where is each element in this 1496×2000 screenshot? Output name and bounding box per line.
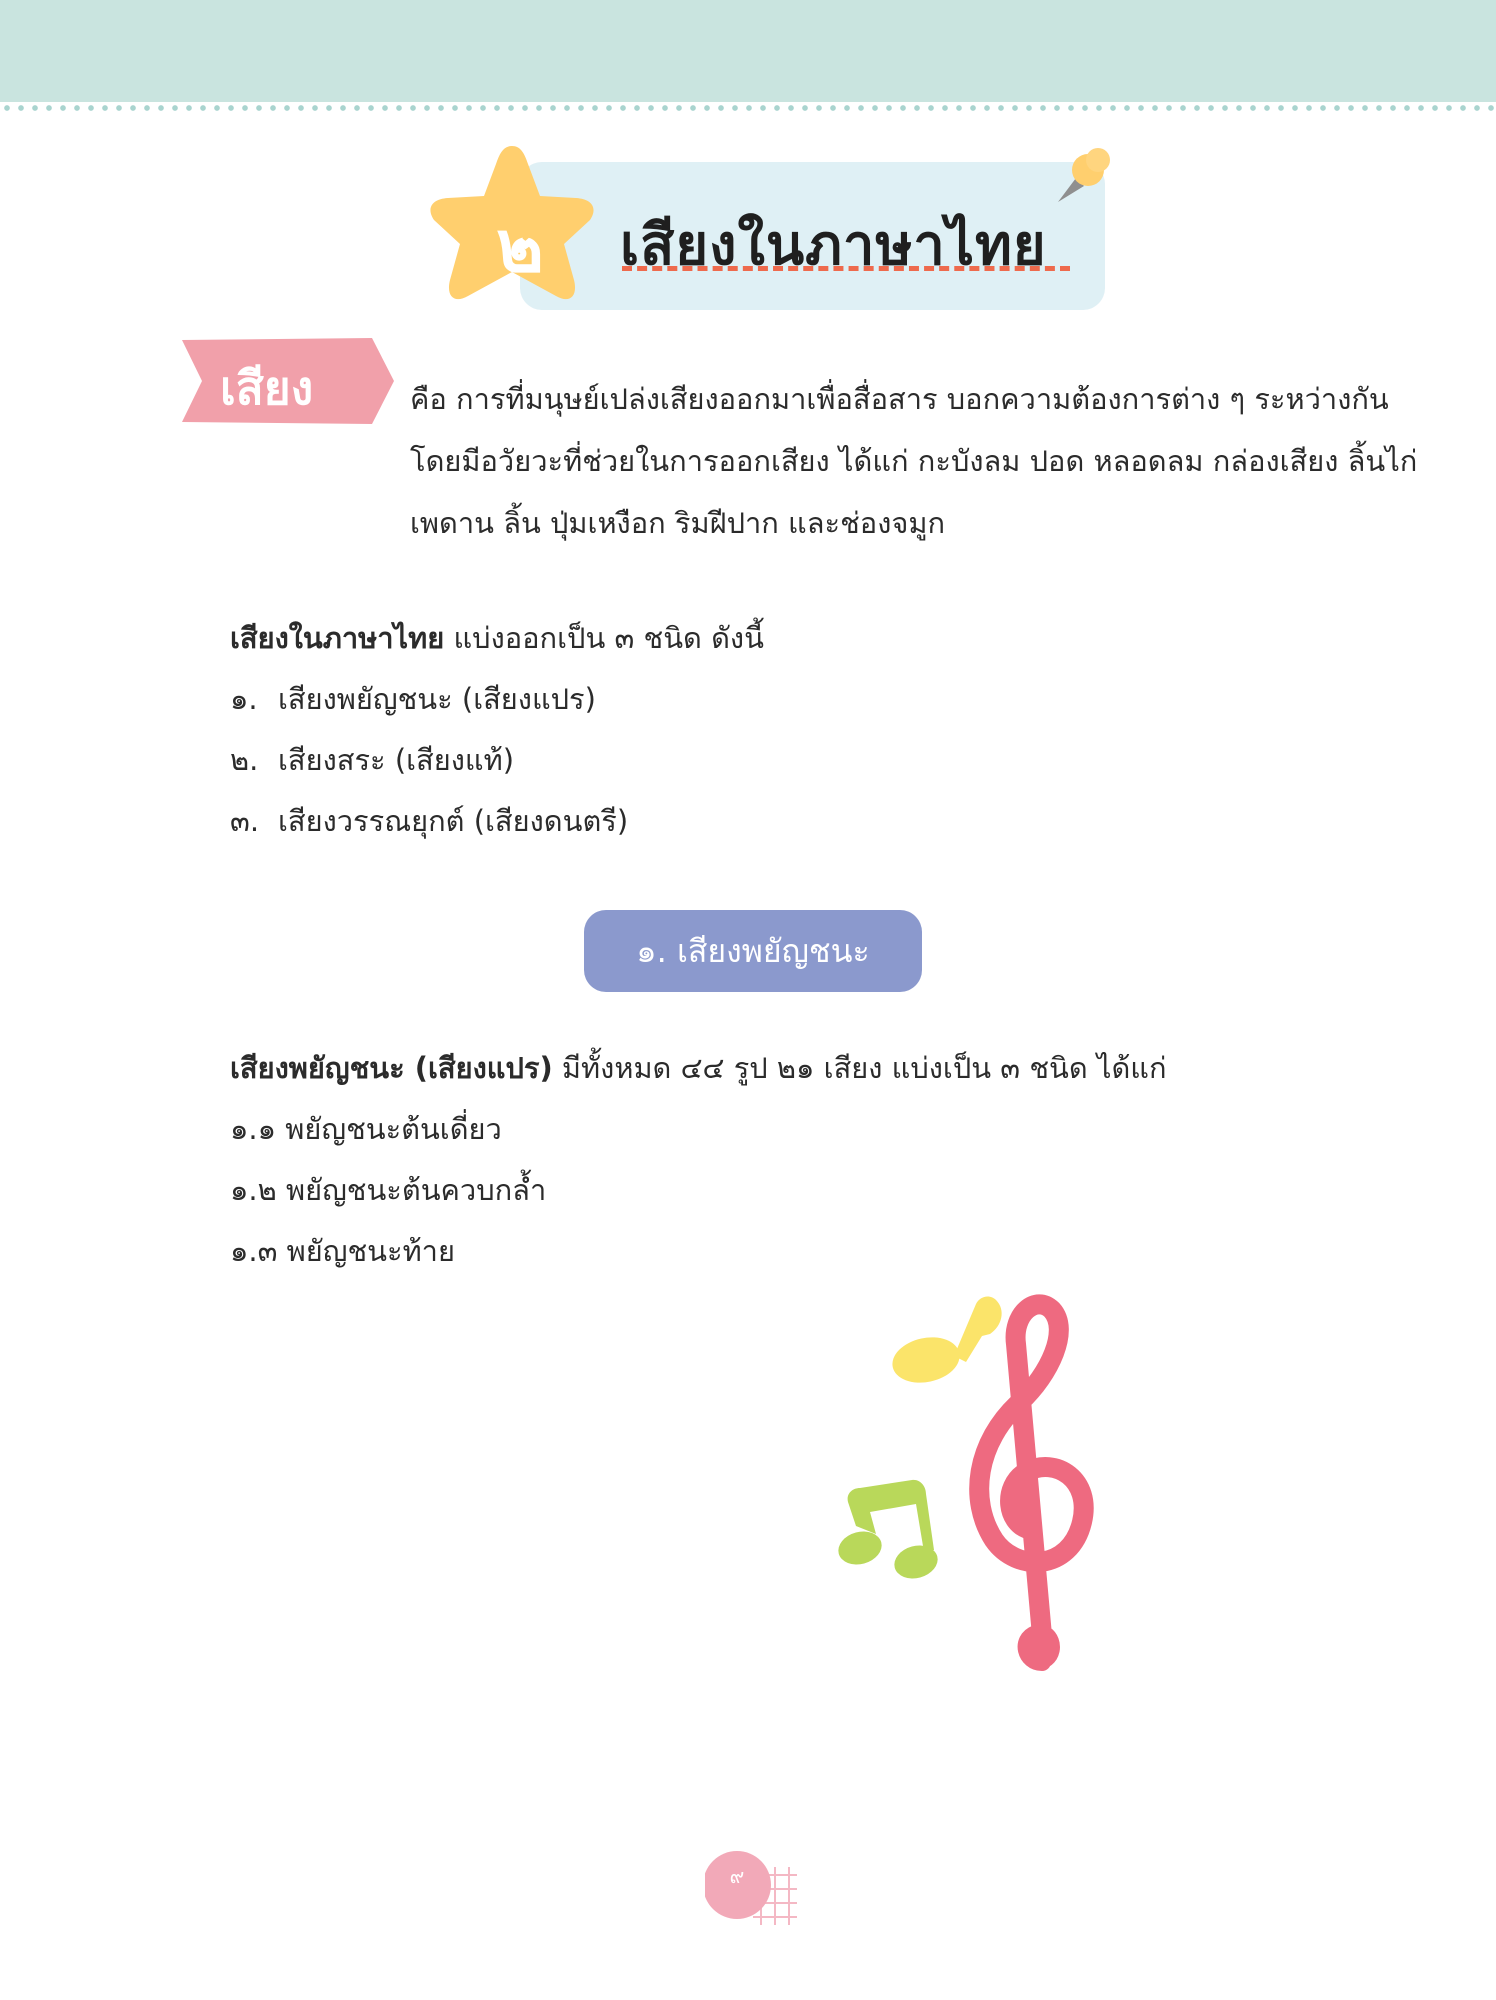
list-item <box>230 730 764 791</box>
tag-label: เสียง <box>220 361 314 415</box>
header-band <box>0 0 1496 102</box>
list-text: เสียงสระ (เสียงแท้) <box>278 743 515 777</box>
dotted-border <box>0 104 1496 112</box>
definition-line: เพดาน ลิ้น ปุ่มเหงือก ริมฝีปาก และช่องจมูก <box>410 506 946 540</box>
sound-types-label: เสียงในภาษาไทย <box>230 621 445 655</box>
definition-line: คือ การที่มนุษย์เปล่งเสียงออกมาเพื่อสื่อสาร บอกความต้องการต่าง ๆ ระหว่างกัน <box>410 382 1389 416</box>
sound-types-description: แบ่งออกเป็น ๓ ชนิด ดังนี้ <box>444 621 764 655</box>
sound-types-section <box>230 608 764 852</box>
consonant-section <box>230 1038 1167 1282</box>
page-number: ๙ <box>729 1864 745 1888</box>
page-title: เสียงในภาษาไทย <box>620 213 1047 278</box>
list-item: ๑.๓ พยัญชนะท้าย <box>230 1234 455 1268</box>
treble-clef-icon <box>979 1304 1084 1662</box>
beamed-notes-icon <box>835 1480 942 1583</box>
list-text: เสียงวรรณยุกต์ (เสียงดนตรี) <box>278 804 629 838</box>
list-item: ๑.๒ พยัญชนะต้นควบกล้ำ <box>230 1173 547 1207</box>
consonant-label: เสียงพยัญชนะ (เสียงแปร) <box>230 1051 553 1085</box>
definition-line: โดยมีอวัยวะที่ช่วยในการออกเสียง ได้แก่ กะบังลม ปอด หลอดลม กล่องเสียง ลิ้นไก่ <box>410 444 1418 478</box>
definition-text <box>410 368 1418 554</box>
list-item <box>230 791 764 852</box>
consonant-intro <box>230 1038 1167 1099</box>
list-item <box>230 669 764 730</box>
section-heading: ๑. เสียงพยัญชนะ <box>584 910 922 992</box>
eighth-note-icon <box>888 1297 1001 1389</box>
list-number: ๓. <box>230 804 260 838</box>
list-number: ๑. <box>230 682 258 716</box>
list-item: ๑.๑ พยัญชนะต้นเดี่ยว <box>230 1112 502 1146</box>
music-notes-illustration <box>830 1290 1130 1690</box>
title-underline <box>622 266 1070 271</box>
consonant-description: มีทั้งหมด ๔๔ รูป ๒๑ เสียง แบ่งเป็น ๓ ชนิด ได้แก่ <box>552 1051 1167 1085</box>
sound-types-intro <box>230 608 764 669</box>
list-text: เสียงพยัญชนะ (เสียงแปร) <box>278 682 596 716</box>
pushpin-icon <box>1050 140 1120 210</box>
chapter-number: ๒ <box>496 204 544 288</box>
list-number: ๒. <box>230 743 259 777</box>
